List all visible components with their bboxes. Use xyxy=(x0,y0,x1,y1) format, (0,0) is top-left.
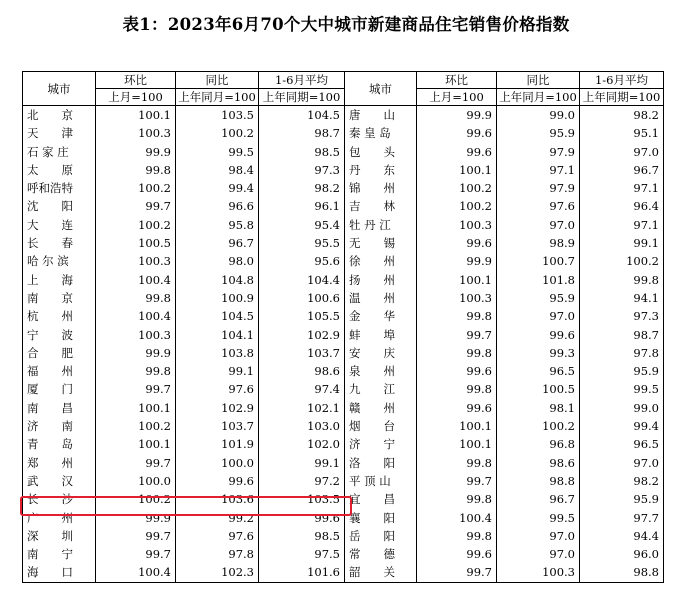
left-city-cell: 呼和浩特 xyxy=(23,179,96,197)
left-mom-cell: 100.2 xyxy=(96,179,176,197)
right-city-cell: 洛 阳 xyxy=(345,454,417,472)
left-yoy-cell: 96.6 xyxy=(176,197,259,215)
left-yoy-cell: 98.4 xyxy=(176,161,259,179)
right-avg-cell: 95.9 xyxy=(580,362,664,380)
left-yoy-cell: 99.6 xyxy=(176,472,259,490)
left-city-cell: 长 春 xyxy=(23,234,96,252)
left-avg-cell: 98.2 xyxy=(259,179,345,197)
right-avg-cell: 99.0 xyxy=(580,399,664,417)
right-yoy-cell: 97.0 xyxy=(497,216,580,234)
table-row xyxy=(23,435,664,453)
right-avg-cell: 98.2 xyxy=(580,472,664,490)
right-avg-cell: 96.7 xyxy=(580,161,664,179)
right-avg-cell: 97.7 xyxy=(580,509,664,527)
right-yoy-cell: 97.9 xyxy=(497,143,580,161)
left-avg-cell: 105.5 xyxy=(259,307,345,325)
left-city-cell: 合 肥 xyxy=(23,344,96,362)
city-header-right: 城市 xyxy=(345,72,417,106)
left-city-cell: 厦 门 xyxy=(23,380,96,398)
table-row xyxy=(23,216,664,234)
left-mom-cell: 100.1 xyxy=(96,399,176,417)
table-row xyxy=(23,344,664,362)
left-mom-cell: 100.1 xyxy=(96,435,176,453)
right-mom-cell: 99.6 xyxy=(417,399,497,417)
right-avg-cell: 97.8 xyxy=(580,344,664,362)
right-mom-cell: 100.1 xyxy=(417,271,497,289)
right-avg-cell: 98.2 xyxy=(580,106,664,125)
left-city-cell: 福 州 xyxy=(23,362,96,380)
left-mom-cell: 100.1 xyxy=(96,106,176,125)
left-mom-cell: 100.4 xyxy=(96,271,176,289)
table-row xyxy=(23,179,664,197)
header-row-1 xyxy=(23,72,664,89)
right-city-cell: 吉 林 xyxy=(345,197,417,215)
mom-base-left: 上月=100 xyxy=(96,89,176,106)
mom-header-right: 环比 xyxy=(417,72,497,89)
right-avg-cell: 99.5 xyxy=(580,380,664,398)
right-avg-cell: 99.1 xyxy=(580,234,664,252)
left-yoy-cell: 99.5 xyxy=(176,143,259,161)
left-avg-cell: 104.5 xyxy=(259,106,345,125)
right-mom-cell: 100.1 xyxy=(417,161,497,179)
right-mom-cell: 99.6 xyxy=(417,143,497,161)
left-city-cell: 郑 州 xyxy=(23,454,96,472)
left-city-cell: 海 口 xyxy=(23,563,96,582)
right-city-cell: 平 顶 山 xyxy=(345,472,417,490)
city-header-left: 城市 xyxy=(23,72,96,106)
right-city-cell: 襄 阳 xyxy=(345,509,417,527)
right-avg-cell: 94.1 xyxy=(580,289,664,307)
left-yoy-cell: 97.8 xyxy=(176,545,259,563)
left-yoy-cell: 96.7 xyxy=(176,234,259,252)
left-city-cell: 大 连 xyxy=(23,216,96,234)
left-mom-cell: 99.9 xyxy=(96,143,176,161)
table-row xyxy=(23,417,664,435)
table-row xyxy=(23,380,664,398)
avg-header-right: 1-6月平均 xyxy=(580,72,664,89)
left-mom-cell: 99.9 xyxy=(96,509,176,527)
right-city-cell: 蚌 埠 xyxy=(345,326,417,344)
table-row xyxy=(23,143,664,161)
right-city-cell: 锦 州 xyxy=(345,179,417,197)
right-yoy-cell: 98.9 xyxy=(497,234,580,252)
avg-base-left: 上年同期=100 xyxy=(259,89,345,106)
left-avg-cell: 99.6 xyxy=(259,509,345,527)
right-city-cell: 无 锡 xyxy=(345,234,417,252)
left-avg-cell: 95.4 xyxy=(259,216,345,234)
table-row xyxy=(23,252,664,270)
right-city-cell: 丹 东 xyxy=(345,161,417,179)
right-city-cell: 泉 州 xyxy=(345,362,417,380)
right-city-cell: 济 宁 xyxy=(345,435,417,453)
right-mom-cell: 100.3 xyxy=(417,216,497,234)
right-city-cell: 宜 昌 xyxy=(345,490,417,508)
right-avg-cell: 100.2 xyxy=(580,252,664,270)
right-yoy-cell: 99.3 xyxy=(497,344,580,362)
right-yoy-cell: 100.2 xyxy=(497,417,580,435)
right-yoy-cell: 95.9 xyxy=(497,124,580,142)
left-avg-cell: 97.2 xyxy=(259,472,345,490)
right-avg-cell: 96.0 xyxy=(580,545,664,563)
yoy-base-left: 上年同月=100 xyxy=(176,89,259,106)
left-yoy-cell: 99.1 xyxy=(176,362,259,380)
right-city-cell: 烟 台 xyxy=(345,417,417,435)
right-yoy-cell: 97.0 xyxy=(497,527,580,545)
left-city-cell: 上 海 xyxy=(23,271,96,289)
left-city-cell: 杭 州 xyxy=(23,307,96,325)
right-avg-cell: 99.4 xyxy=(580,417,664,435)
left-avg-cell: 102.0 xyxy=(259,435,345,453)
left-mom-cell: 100.2 xyxy=(96,417,176,435)
right-mom-cell: 99.9 xyxy=(417,106,497,125)
left-avg-cell: 98.5 xyxy=(259,143,345,161)
left-avg-cell: 97.5 xyxy=(259,545,345,563)
left-avg-cell: 99.1 xyxy=(259,454,345,472)
right-yoy-cell: 95.9 xyxy=(497,289,580,307)
right-mom-cell: 99.8 xyxy=(417,454,497,472)
left-avg-cell: 98.6 xyxy=(259,362,345,380)
right-city-cell: 温 州 xyxy=(345,289,417,307)
left-avg-cell: 98.5 xyxy=(259,527,345,545)
left-mom-cell: 99.9 xyxy=(96,344,176,362)
left-city-cell: 南 昌 xyxy=(23,399,96,417)
right-yoy-cell: 98.6 xyxy=(497,454,580,472)
left-avg-cell: 104.4 xyxy=(259,271,345,289)
table-row xyxy=(23,271,664,289)
avg-header-left: 1-6月平均 xyxy=(259,72,345,89)
left-city-cell: 长 沙 xyxy=(23,490,96,508)
left-city-cell: 宁 波 xyxy=(23,326,96,344)
left-yoy-cell: 103.8 xyxy=(176,344,259,362)
left-yoy-cell: 104.1 xyxy=(176,326,259,344)
left-avg-cell: 103.7 xyxy=(259,344,345,362)
table-row xyxy=(23,399,664,417)
highlight-box xyxy=(20,496,352,516)
left-city-cell: 深 圳 xyxy=(23,527,96,545)
table-row xyxy=(23,527,664,545)
right-mom-cell: 100.2 xyxy=(417,197,497,215)
right-city-cell: 包 头 xyxy=(345,143,417,161)
left-mom-cell: 100.2 xyxy=(96,490,176,508)
right-city-cell: 唐 山 xyxy=(345,106,417,125)
right-yoy-cell: 98.1 xyxy=(497,399,580,417)
left-yoy-cell: 100.9 xyxy=(176,289,259,307)
left-avg-cell: 95.5 xyxy=(259,234,345,252)
left-mom-cell: 100.4 xyxy=(96,307,176,325)
right-avg-cell: 97.3 xyxy=(580,307,664,325)
right-city-cell: 牡 丹 江 xyxy=(345,216,417,234)
right-mom-cell: 99.6 xyxy=(417,545,497,563)
left-avg-cell: 103.0 xyxy=(259,417,345,435)
table-row xyxy=(23,106,664,125)
right-yoy-cell: 96.7 xyxy=(497,490,580,508)
left-city-cell: 广 州 xyxy=(23,509,96,527)
left-mom-cell: 100.2 xyxy=(96,216,176,234)
left-yoy-cell: 98.0 xyxy=(176,252,259,270)
table-row xyxy=(23,454,664,472)
right-mom-cell: 99.8 xyxy=(417,307,497,325)
right-avg-cell: 98.8 xyxy=(580,563,664,582)
left-city-cell: 哈 尔 滨 xyxy=(23,252,96,270)
left-avg-cell: 101.6 xyxy=(259,563,345,582)
left-yoy-cell: 103.5 xyxy=(176,106,259,125)
table-row xyxy=(23,563,664,582)
right-mom-cell: 100.2 xyxy=(417,179,497,197)
right-avg-cell: 97.0 xyxy=(580,143,664,161)
right-city-cell: 韶 关 xyxy=(345,563,417,582)
right-city-cell: 赣 州 xyxy=(345,399,417,417)
table-row xyxy=(23,197,664,215)
left-yoy-cell: 95.8 xyxy=(176,216,259,234)
right-yoy-cell: 97.6 xyxy=(497,197,580,215)
left-avg-cell: 102.9 xyxy=(259,326,345,344)
right-mom-cell: 99.6 xyxy=(417,362,497,380)
left-yoy-cell: 104.8 xyxy=(176,271,259,289)
right-mom-cell: 100.4 xyxy=(417,509,497,527)
left-mom-cell: 100.0 xyxy=(96,472,176,490)
right-avg-cell: 96.4 xyxy=(580,197,664,215)
right-avg-cell: 97.0 xyxy=(580,454,664,472)
left-mom-cell: 100.5 xyxy=(96,234,176,252)
avg-base-right: 上年同期=100 xyxy=(580,89,664,106)
left-yoy-cell: 102.9 xyxy=(176,399,259,417)
left-avg-cell: 97.4 xyxy=(259,380,345,398)
right-city-cell: 九 江 xyxy=(345,380,417,398)
left-yoy-cell: 103.7 xyxy=(176,417,259,435)
right-city-cell: 常 德 xyxy=(345,545,417,563)
left-city-cell: 武 汉 xyxy=(23,472,96,490)
left-city-cell: 太 原 xyxy=(23,161,96,179)
right-yoy-cell: 97.1 xyxy=(497,161,580,179)
left-mom-cell: 99.7 xyxy=(96,545,176,563)
left-city-cell: 北 京 xyxy=(23,106,96,125)
left-mom-cell: 99.7 xyxy=(96,380,176,398)
left-yoy-cell: 99.2 xyxy=(176,509,259,527)
left-mom-cell: 100.4 xyxy=(96,563,176,582)
right-avg-cell: 94.4 xyxy=(580,527,664,545)
right-city-cell: 徐 州 xyxy=(345,252,417,270)
table-row xyxy=(23,307,664,325)
right-mom-cell: 99.7 xyxy=(417,563,497,582)
table-row xyxy=(23,161,664,179)
right-avg-cell: 99.8 xyxy=(580,271,664,289)
left-avg-cell: 98.7 xyxy=(259,124,345,142)
left-avg-cell: 96.1 xyxy=(259,197,345,215)
right-yoy-cell: 99.0 xyxy=(497,106,580,125)
yoy-base-right: 上年同月=100 xyxy=(497,89,580,106)
left-mom-cell: 100.3 xyxy=(96,252,176,270)
right-mom-cell: 99.8 xyxy=(417,527,497,545)
right-avg-cell: 98.7 xyxy=(580,326,664,344)
right-yoy-cell: 97.0 xyxy=(497,545,580,563)
right-city-cell: 金 华 xyxy=(345,307,417,325)
table-row xyxy=(23,472,664,490)
left-city-cell: 青 岛 xyxy=(23,435,96,453)
right-mom-cell: 99.7 xyxy=(417,472,497,490)
right-mom-cell: 100.1 xyxy=(417,435,497,453)
left-yoy-cell: 101.9 xyxy=(176,435,259,453)
left-mom-cell: 99.8 xyxy=(96,362,176,380)
yoy-header-right: 同比 xyxy=(497,72,580,89)
left-yoy-cell: 99.4 xyxy=(176,179,259,197)
left-avg-cell: 102.1 xyxy=(259,399,345,417)
left-city-cell: 济 南 xyxy=(23,417,96,435)
right-mom-cell: 99.8 xyxy=(417,344,497,362)
left-mom-cell: 99.8 xyxy=(96,289,176,307)
left-avg-cell: 103.5 xyxy=(259,490,345,508)
right-yoy-cell: 97.0 xyxy=(497,307,580,325)
right-city-cell: 秦 皇 岛 xyxy=(345,124,417,142)
right-avg-cell: 96.5 xyxy=(580,435,664,453)
left-yoy-cell: 104.5 xyxy=(176,307,259,325)
right-yoy-cell: 99.5 xyxy=(497,509,580,527)
right-yoy-cell: 96.8 xyxy=(497,435,580,453)
right-mom-cell: 99.8 xyxy=(417,490,497,508)
right-yoy-cell: 100.5 xyxy=(497,380,580,398)
right-mom-cell: 99.9 xyxy=(417,252,497,270)
left-city-cell: 沈 阳 xyxy=(23,197,96,215)
mom-base-right: 上月=100 xyxy=(417,89,497,106)
left-mom-cell: 99.7 xyxy=(96,454,176,472)
left-yoy-cell: 100.2 xyxy=(176,124,259,142)
right-yoy-cell: 100.3 xyxy=(497,563,580,582)
left-city-cell: 天 津 xyxy=(23,124,96,142)
left-mom-cell: 100.3 xyxy=(96,326,176,344)
table-row xyxy=(23,545,664,563)
right-yoy-cell: 96.5 xyxy=(497,362,580,380)
right-avg-cell: 95.1 xyxy=(580,124,664,142)
right-city-cell: 扬 州 xyxy=(345,271,417,289)
right-mom-cell: 100.1 xyxy=(417,417,497,435)
left-yoy-cell: 97.6 xyxy=(176,380,259,398)
table-row xyxy=(23,234,664,252)
left-avg-cell: 97.3 xyxy=(259,161,345,179)
right-yoy-cell: 97.9 xyxy=(497,179,580,197)
yoy-header-left: 同比 xyxy=(176,72,259,89)
left-yoy-cell: 100.0 xyxy=(176,454,259,472)
header-row-2 xyxy=(23,89,664,106)
left-yoy-cell: 97.6 xyxy=(176,527,259,545)
right-city-cell: 安 庆 xyxy=(345,344,417,362)
right-avg-cell: 95.9 xyxy=(580,490,664,508)
right-city-cell: 岳 阳 xyxy=(345,527,417,545)
left-mom-cell: 99.7 xyxy=(96,197,176,215)
table-row xyxy=(23,326,664,344)
left-mom-cell: 99.8 xyxy=(96,161,176,179)
left-yoy-cell: 102.3 xyxy=(176,563,259,582)
left-city-cell: 石 家 庄 xyxy=(23,143,96,161)
page-title: 表1：2023年6月70个大中城市新建商品住宅销售价格指数 xyxy=(122,15,570,34)
table-row xyxy=(23,289,664,307)
right-avg-cell: 97.1 xyxy=(580,216,664,234)
right-mom-cell: 99.8 xyxy=(417,380,497,398)
table-row xyxy=(23,124,664,142)
right-mom-cell: 99.7 xyxy=(417,326,497,344)
left-mom-cell: 99.7 xyxy=(96,527,176,545)
right-yoy-cell: 101.8 xyxy=(497,271,580,289)
right-mom-cell: 99.6 xyxy=(417,234,497,252)
right-mom-cell: 99.6 xyxy=(417,124,497,142)
left-city-cell: 南 京 xyxy=(23,289,96,307)
right-mom-cell: 100.3 xyxy=(417,289,497,307)
right-yoy-cell: 100.7 xyxy=(497,252,580,270)
mom-header-left: 环比 xyxy=(96,72,176,89)
right-yoy-cell: 99.6 xyxy=(497,326,580,344)
left-mom-cell: 100.3 xyxy=(96,124,176,142)
right-avg-cell: 97.1 xyxy=(580,179,664,197)
left-yoy-cell: 103.6 xyxy=(176,490,259,508)
right-yoy-cell: 98.8 xyxy=(497,472,580,490)
table-row xyxy=(23,362,664,380)
left-avg-cell: 95.6 xyxy=(259,252,345,270)
left-avg-cell: 100.6 xyxy=(259,289,345,307)
left-city-cell: 南 宁 xyxy=(23,545,96,563)
